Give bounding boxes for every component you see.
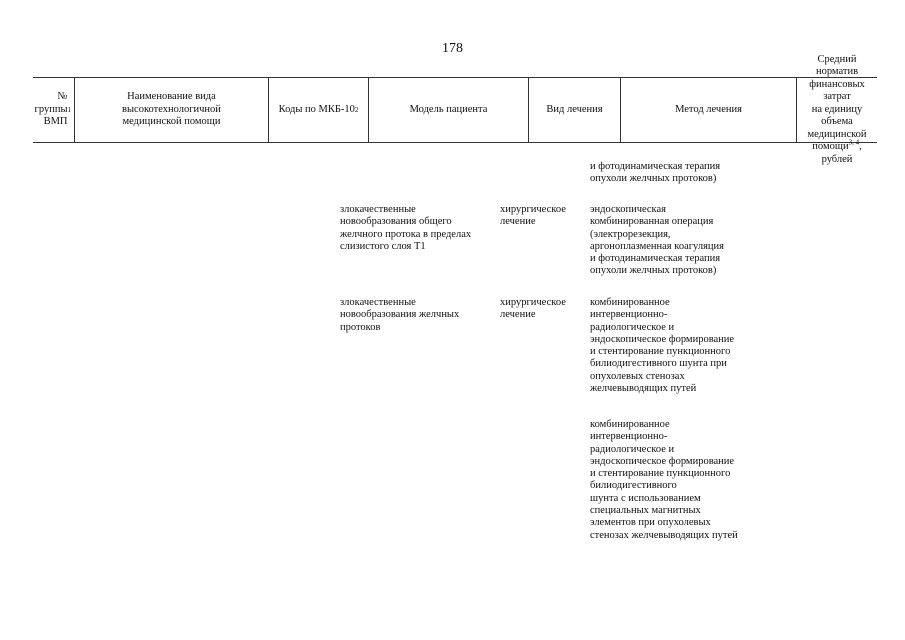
table-row-2-patient-model: злокачественные новообразования желчных протоков xyxy=(340,297,460,333)
header-treatment-type xyxy=(529,78,621,142)
table-row-2-treatment-type: хирургическое лечение xyxy=(500,297,566,321)
header-care-type-name-text: Наименование вида высокотехнологичной медицинской помощи xyxy=(122,91,221,128)
header-care-type-name xyxy=(75,78,269,142)
header-patient-model xyxy=(369,78,529,142)
header-group-number: № группы ВМП 1 xyxy=(33,78,75,142)
table-row-0-method-0: и фотодинамическая терапия опухоли желчных протоков) xyxy=(590,161,721,185)
header-treatment-type-text: Вид лечения xyxy=(546,103,603,115)
table-row-2-method-0: комбинированное интервенционно- радиологическое и эндоскопическое формирование и стентирование пункционного билиодигестивного шунта при опухолевых стенозах желчевыводящих путей xyxy=(590,297,735,395)
header-average-cost-unit: , рублей xyxy=(821,141,862,165)
header-icd-codes: Коды по МКБ-10 2 xyxy=(269,78,369,142)
header-group-number-text: № группы ВМП xyxy=(34,91,68,128)
header-treatment-method-text: Метод лечения xyxy=(675,103,742,115)
header-average-cost-text xyxy=(797,54,877,167)
table-header xyxy=(33,53,877,165)
header-average-cost xyxy=(797,53,877,165)
table-row-1-treatment-type: хирургическое лечение xyxy=(500,204,566,228)
page-number: 178 xyxy=(442,41,463,56)
table-row-1-method-0: эндоскопическая комбинированная операция (электрорезекция, аргоноплазменная коагуляция и фотодинамическая терапия опухоли желчных протоков) xyxy=(590,204,724,277)
table-row-2-method-1: комбинированное интервенционно- радиологическое и эндоскопическое формирование и стентирование пункционного билиодигестивного шунта с использованием специальных магнитных элементов при опухолевых стенозах желчевыводящих путей xyxy=(590,419,738,541)
table-row-1-patient-model: злокачественные новообразования общего желчного протока в пределах слизистого слоя T1 xyxy=(340,204,472,252)
header-treatment-method xyxy=(621,78,797,142)
header-icd-codes-text: Коды по МКБ-10 xyxy=(278,103,355,115)
header-average-cost-main: Средний норматив финансовых затрат на единицу объема медицинской помощи xyxy=(807,53,867,153)
header-patient-model-text: Модель пациента xyxy=(409,103,488,115)
footnote-ref-3-4: 3, 4 xyxy=(848,138,860,147)
